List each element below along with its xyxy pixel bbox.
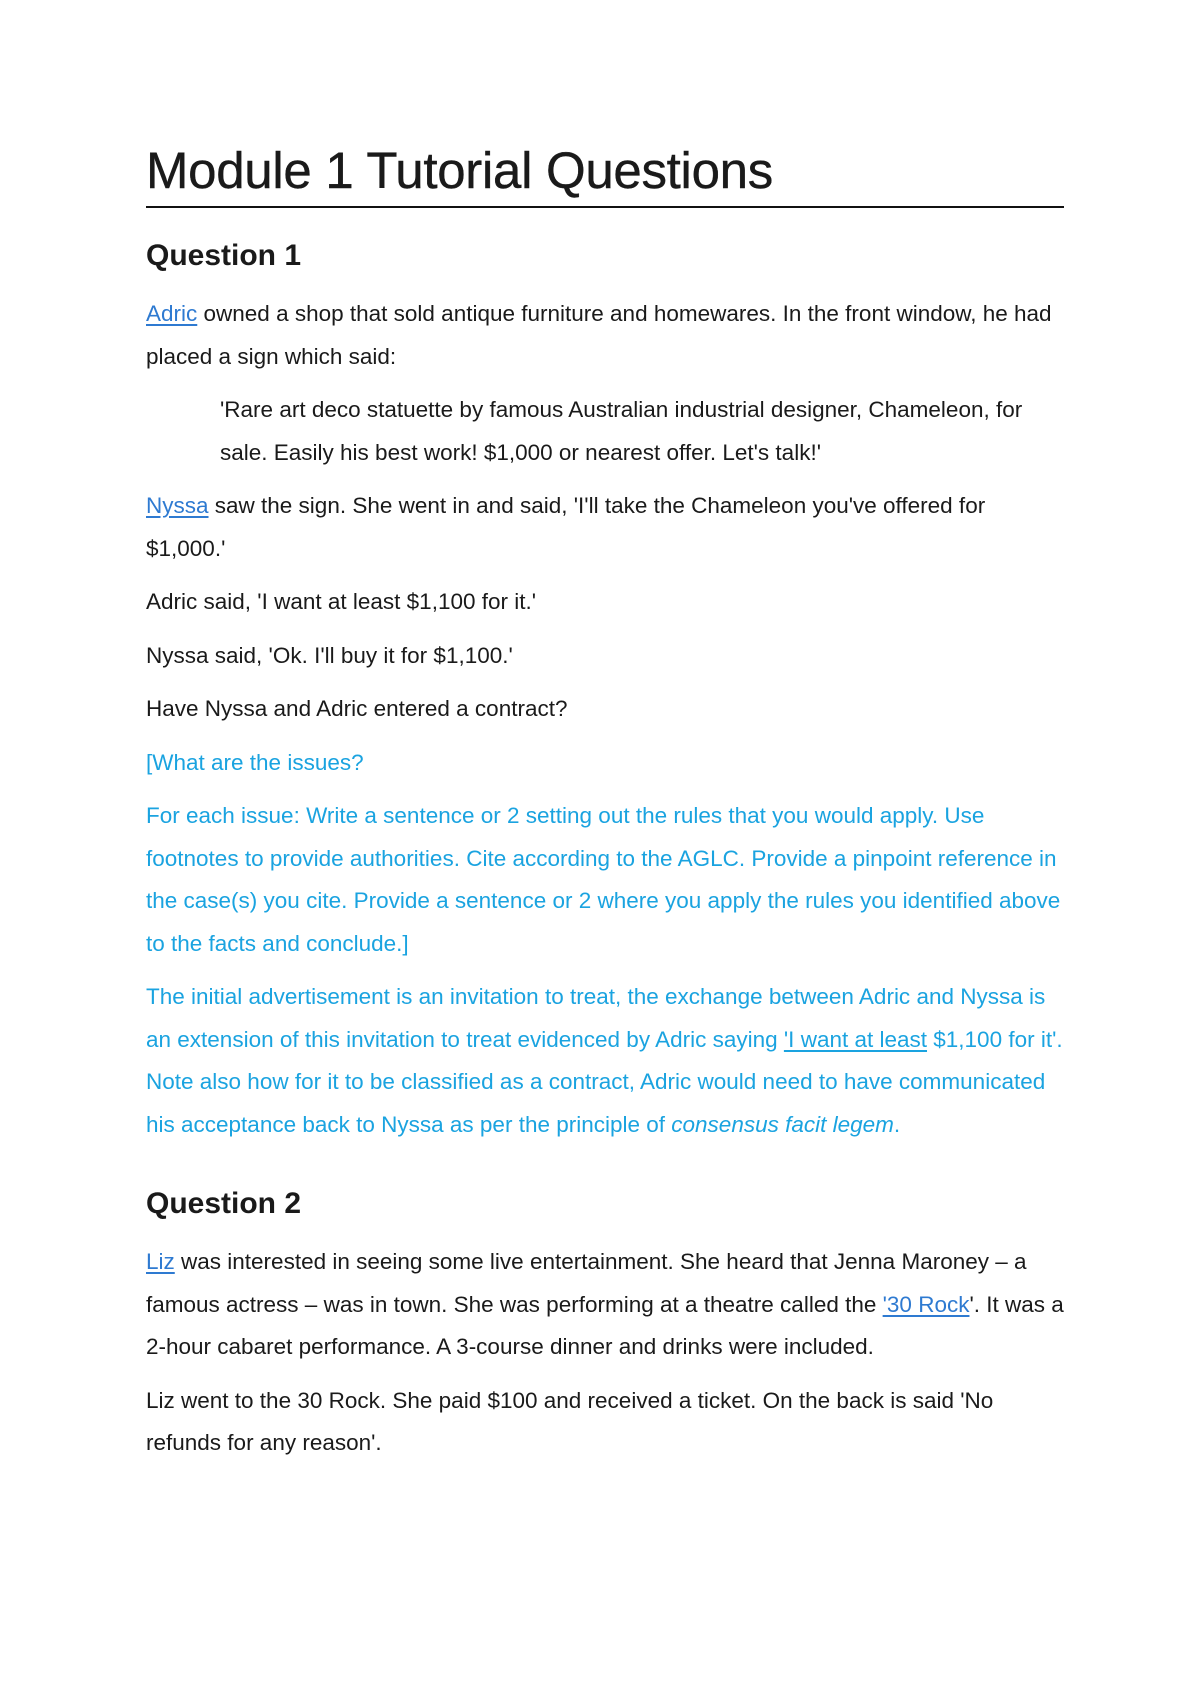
q2-paragraph-1-text-2: '. It was a 2-hour cabaret performance. A 3-course dinner and drinks were included. bbox=[146, 1291, 1064, 1359]
q1-instruction-rules: For each issue: Write a sentence or 2 setting out the rules that you would apply. Use footnotes to provide authorities. Cite according to the AGLC. Provide a pinpoint reference in the case(s) you cite. Provide a sentence or 2 where you apply the rules you identified above to the facts and conclude.] bbox=[146, 803, 1061, 956]
document-page bbox=[146, 140, 1064, 1465]
q1-paragraph-2 bbox=[146, 485, 1064, 570]
question-1-heading: Question 1 bbox=[146, 239, 302, 272]
q1-answer-part-2: $1,100 for it'. Note also how for it to be classified as a contract, Adric would need to have communicated his acceptance back to Nyssa as per the principle of bbox=[146, 1026, 1063, 1137]
q1-paragraph-3: Adric said, 'I want at least $1,100 for it.' bbox=[146, 589, 537, 614]
q1-answer bbox=[146, 976, 1064, 1146]
liz-link[interactable]: Liz bbox=[146, 1249, 175, 1274]
nyssa-link[interactable]: Nyssa bbox=[146, 493, 209, 518]
quote-link[interactable]: 'I want at least bbox=[783, 1026, 928, 1052]
30-rock-link[interactable]: '30 Rock bbox=[882, 1291, 970, 1317]
q1-paragraph-4: Nyssa said, 'Ok. I'll buy it for $1,100.' bbox=[146, 642, 513, 668]
q2-paragraph-1 bbox=[146, 1241, 1064, 1369]
q1-question: Have Nyssa and Adric entered a contract? bbox=[146, 696, 568, 721]
page-title: Module 1 Tutorial Questions bbox=[146, 140, 1064, 208]
q1-paragraph-2-text: saw the sign. She went in and said, 'I'll take the Chameleon you've offered for $1,000.' bbox=[146, 493, 986, 561]
sign-quote: 'Rare art deco statuette by famous Australian industrial designer, Chameleon, for sale. Easily his best work! $1,000 or nearest offer. Let's talk!' bbox=[220, 397, 1023, 465]
q2-paragraph-1-text-1: was interested in seeing some live entertainment. She heard that Jenna Maroney – a famous actress – was in town. She was performing at a theatre called the bbox=[146, 1249, 1027, 1317]
q1-answer-part-3: . bbox=[893, 1111, 901, 1137]
q1-paragraph-1-text: owned a shop that sold antique furniture and homewares. In the front window, he had placed a sign which said: bbox=[146, 301, 1052, 369]
latin-phrase: consensus facit legem bbox=[671, 1111, 894, 1137]
q2-paragraph-2: Liz went to the 30 Rock. She paid $100 and received a ticket. On the back is said 'No refunds for any reason'. bbox=[146, 1387, 994, 1455]
q1-answer-part-1: The initial advertisement is an invitation to treat, the exchange between Adric and Nyssa is an extension of this invitation to treat evidenced by Adric saying bbox=[146, 984, 1046, 1052]
q1-instruction-issues: [What are the issues? bbox=[146, 749, 364, 775]
question-2-heading: Question 2 bbox=[146, 1187, 302, 1220]
adric-link[interactable]: Adric bbox=[146, 301, 198, 326]
q1-paragraph-1 bbox=[146, 293, 1064, 378]
